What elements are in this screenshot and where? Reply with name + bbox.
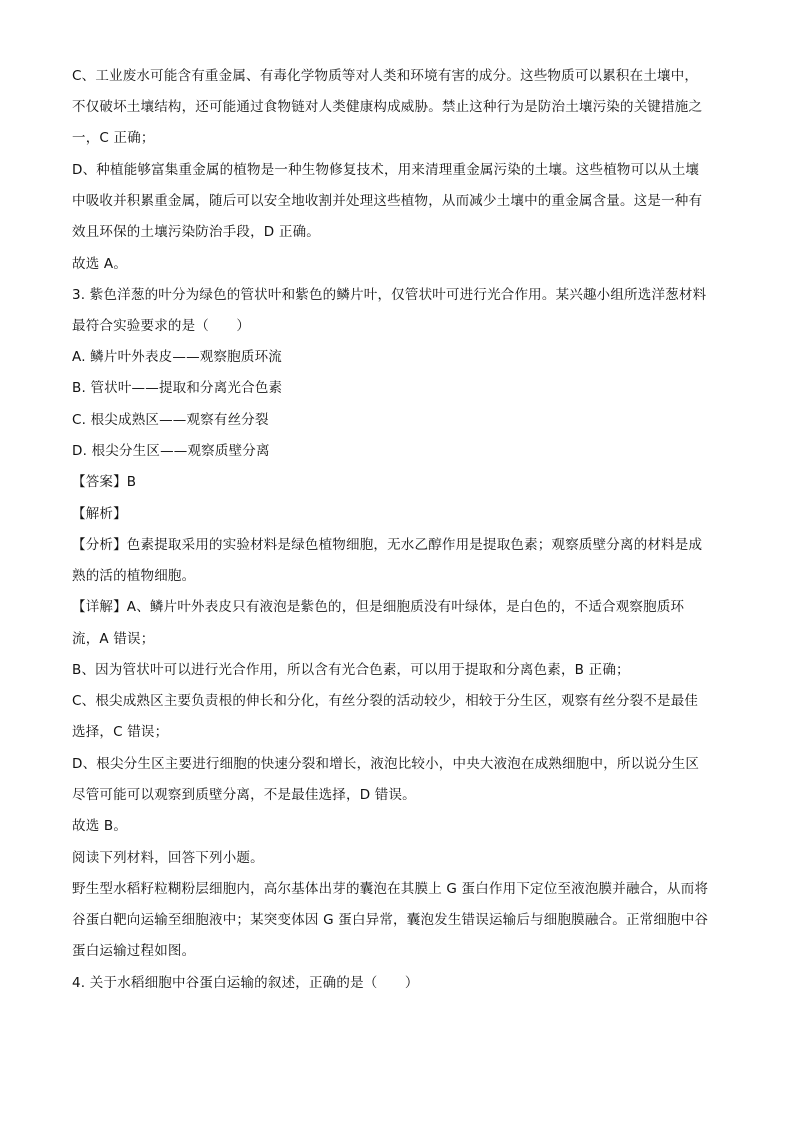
text-line: D、种植能够富集重金属的植物是一种生物修复技术，用来清理重金属污染的土壤。这些植物可以从土壤 [72, 162, 700, 178]
text-line: 不仅破坏土壤结构，还可能通过食物链对人类健康构成威胁。禁止这种行为是防治土壤污染的关键措施之 [72, 99, 703, 115]
option-d: D. 根尖分生区——观察质壁分离 [72, 443, 270, 459]
analysis-text: 【分析】色素提取采用的实验材料是绿色植物细胞，无水乙醇作用是提取色素；观察质壁分离的材料是成 [72, 537, 703, 553]
analysis-text: 熟的活的植物细胞。 [72, 568, 196, 584]
answer-label: 【答案】B [72, 474, 137, 490]
material-text: 蛋白运输过程如图。 [72, 943, 196, 959]
detail-text: 流，A 错误； [72, 631, 155, 647]
detail-text: C、根尖成熟区主要负责根的伸长和分化，有丝分裂的活动较少，相较于分生区，观察有丝分裂不是最佳 [72, 693, 699, 709]
text-line: 故选 B。 [72, 818, 128, 834]
text-line: 故选 A。 [72, 256, 128, 272]
detail-text: B、因为管状叶可以进行光合作用，所以含有光合色素，可以用于提取和分离色素，B 正确； [72, 662, 630, 678]
option-b: B. 管状叶——提取和分离光合色素 [72, 380, 283, 396]
option-a: A. 鳞片叶外表皮——观察胞质环流 [72, 349, 282, 365]
text-line: 一，C 正确； [72, 130, 155, 146]
text-line: C、工业废水可能含有重金属、有毒化学物质等对人类和环境有害的成分。这些物质可以累积在土壤中， [72, 68, 699, 84]
question-4-stem: 4. 关于水稻细胞中谷蛋白运输的叙述，正确的是（ ） [72, 975, 419, 991]
material-text: 野生型水稻籽粒糊粉层细胞内，高尔基体出芽的囊泡在其膜上 G 蛋白作用下定位至液泡膜并融合，从而将 [72, 881, 709, 897]
detail-text: D、根尖分生区主要进行细胞的快速分裂和增长，液泡比较小，中央大液泡在成熟细胞中，所以说分生区 [72, 756, 700, 772]
question-3-stem: 最符合实验要求的是（ ） [72, 318, 251, 334]
detail-text: 选择，C 错误； [72, 724, 169, 740]
text-line: 效且环保的土壤污染防治手段，D 正确。 [72, 224, 320, 240]
question-3-stem: 3. 紫色洋葱的叶分为绿色的管状叶和紫色的鳞片叶，仅管状叶可进行光合作用。某兴趣小组所选洋葱材料 [72, 287, 707, 303]
material-text: 谷蛋白靶向运输至细胞液中；某突变体因 G 蛋白异常，囊泡发生错误运输后与细胞膜融合。正常细胞中谷 [72, 912, 709, 928]
text-line: 中吸收并积累重金属，随后可以安全地收割并处理这些植物，从而减少土壤中的重金属含量。这是一种有 [72, 193, 703, 209]
detail-text: 【详解】A、鳞片叶外表皮只有液泡是紫色的，但是细胞质没有叶绿体，是白色的，不适合观察胞质环 [72, 599, 685, 615]
reading-instruction: 阅读下列材料，回答下列小题。 [72, 850, 264, 866]
option-c: C. 根尖成熟区——观察有丝分裂 [72, 412, 269, 428]
analysis-label: 【解析】 [72, 506, 127, 522]
detail-text: 尽管可能可以观察到质壁分离，不是最佳选择，D 错误。 [72, 787, 416, 803]
